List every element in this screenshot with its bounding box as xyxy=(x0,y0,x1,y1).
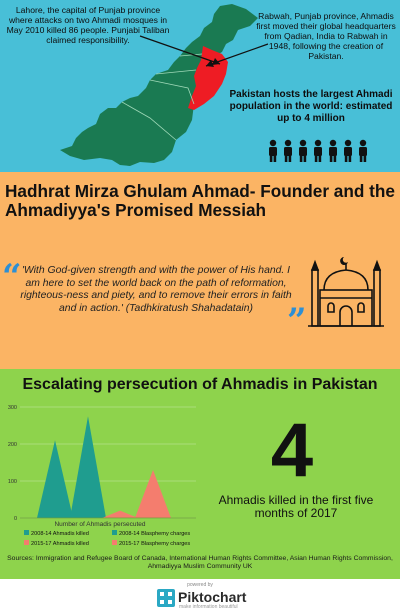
piktochart-logo-icon xyxy=(157,589,175,607)
legend-swatch xyxy=(24,530,29,535)
lahore-note: Lahore, the capital of Punjab province where attacks on two Ahmadi mosques in May 2010 killed 86 people. Punjabi Taliban claimed responsibility. xyxy=(6,5,170,45)
legend-swatch xyxy=(112,530,117,535)
rabwah-note: Rabwah, Punjab province, Ahmadis first moved their global headquarters from Qadian, India to Rabwah in 1948, following the creation of Pakistan. xyxy=(256,11,396,61)
sources-text: Sources: Immigration and Refugee Board of Canada, International Human Rights Committee, Asian Human Rights Commission, Ahmadiyya Muslim Community UK xyxy=(7,555,393,570)
person-figure-icon xyxy=(314,140,322,162)
person-figure-icon xyxy=(359,140,367,162)
chart-y-tick-label: 300 xyxy=(7,405,17,411)
person-figure-icon xyxy=(299,140,307,162)
legend-swatch xyxy=(112,540,117,545)
legend-label: 2008-14 Blasphemy charges xyxy=(119,531,191,537)
mosque-icon xyxy=(306,254,386,330)
legend-label: 2015-17 Blasphemy charges xyxy=(119,541,191,547)
chart-y-tick-label: 0 xyxy=(13,516,17,522)
founder-quote: 'With God-given strength and with the power of His hand. I am here to set the world back on the path of reformation, righteous-ness and piety, and to remove their errors in faith and in action.' (Tadhkiratush Shahadatain) xyxy=(20,265,292,314)
chart-peak-2 xyxy=(70,416,106,518)
founder-section xyxy=(0,172,400,369)
founder-title: Hadhrat Mirza Ghulam Ahmad- Founder and the Ahmadiyya's Promised Messiah xyxy=(5,181,395,220)
population-fact: Pakistan hosts the largest Ahmadi population in the world: estimated up to 4 million xyxy=(229,89,393,124)
chart-peak-4 xyxy=(135,470,171,518)
chart-y-tick-label: 100 xyxy=(7,479,17,485)
persecution-title: Escalating persecution of Ahmadis in Pakistan xyxy=(22,376,378,393)
person-figure-icon xyxy=(329,140,337,162)
persecution-chart xyxy=(0,369,400,579)
quote-open-icon: “ xyxy=(2,257,22,297)
legend-label: 2008-14 Ahmadis killed xyxy=(31,531,89,537)
person-figure-icon xyxy=(344,140,352,162)
person-figure-icon xyxy=(284,140,292,162)
chart-y-tick-label: 200 xyxy=(7,442,17,448)
map-section xyxy=(0,0,400,172)
chart-peak-3 xyxy=(102,511,138,518)
chart-peak-1 xyxy=(37,440,73,518)
piktochart-brand: Piktochart xyxy=(178,589,247,605)
legend-label: 2015-17 Ahmadis killed xyxy=(31,541,89,547)
powered-by-label: powered by xyxy=(187,582,213,588)
chart-x-axis-label: Number of Ahmadis persecuted xyxy=(54,521,146,528)
persecution-section xyxy=(0,369,400,579)
legend-swatch xyxy=(24,540,29,545)
person-figure-icon xyxy=(269,140,277,162)
killed-caption: Ahmadis killed in the first five months of 2017 xyxy=(218,493,374,520)
quote-close-icon: ” xyxy=(287,301,307,341)
people-icon xyxy=(267,139,371,163)
piktochart-tagline: make information beautiful xyxy=(179,604,238,610)
footer xyxy=(0,579,400,615)
killed-count: 4 xyxy=(270,408,314,493)
